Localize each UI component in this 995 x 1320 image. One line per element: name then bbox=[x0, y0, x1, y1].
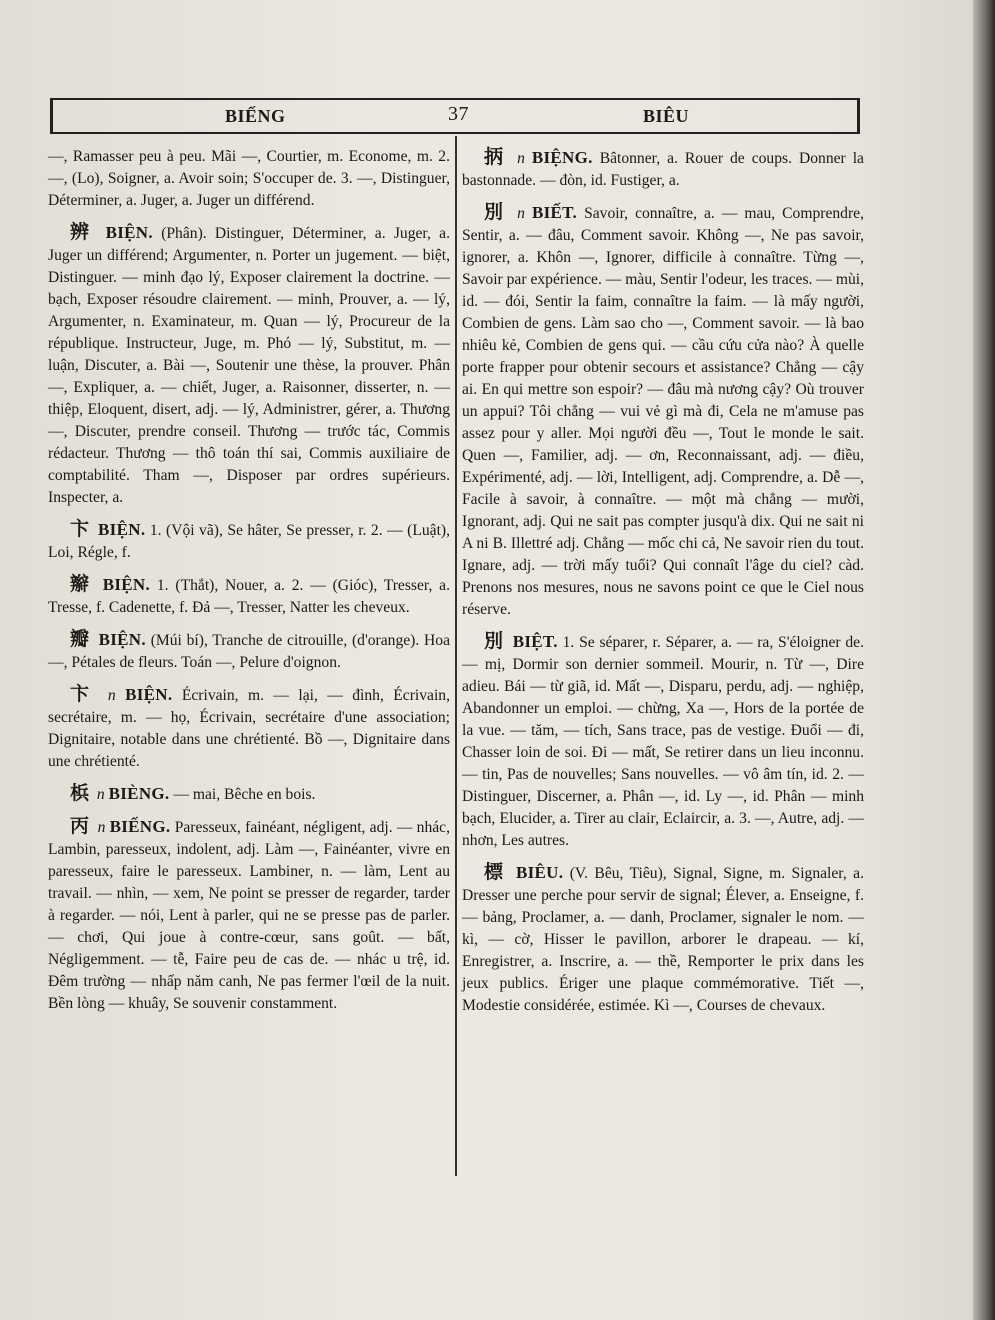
chinese-character: 瓣 bbox=[70, 628, 90, 650]
page-number: 37 bbox=[448, 103, 469, 125]
entry-definition: Paresseux, fainéant, négligent, adj. — nhác, Lambin, paresseux, indolent, adj. Làm —, Fainéanter, vivre en paresseux, faire le paresseux. Lambiner, n. — làm, Lent au travail. — nhìn, — xem, Ne point se presser de regarder, tarder à regarder. — nói, Lent à parler, qui ne se presse pas de parler. — chơi, Qui joue à contre-cœur, sans goût. — bất, Négligemment. — tễ, Faire peu de cas de. — nhác u trệ, id. Đêm trường — nhấp năm canh, Ne pas fermer l'œil de la nuit. Bền lòng — khuây, Se souvenir constamment. bbox=[48, 819, 450, 1012]
headword: BIÊU. bbox=[515, 863, 564, 882]
chinese-character: 卞 bbox=[70, 518, 90, 540]
chinese-character: 卞 bbox=[70, 683, 95, 705]
dictionary-entry bbox=[462, 861, 864, 1017]
entry-definition: (Múi bí), Tranche de citrouille, (d'orange). Hoa —, Pétales de fleurs. Toán —, Pelure d'oignon. bbox=[48, 632, 450, 671]
dictionary-entry bbox=[48, 683, 450, 773]
book-edge bbox=[973, 0, 995, 1320]
chinese-character: 丙 bbox=[70, 815, 90, 837]
chinese-character: 別 bbox=[484, 630, 504, 652]
headword: BIẾNG. bbox=[109, 817, 171, 836]
header-right-word: BIÊU bbox=[643, 106, 690, 126]
headword: BIỆT. bbox=[512, 632, 558, 651]
chinese-character: 抦 bbox=[484, 146, 507, 168]
chinese-character: 梹 bbox=[70, 782, 90, 804]
headword: BIỆN. bbox=[102, 575, 151, 594]
dictionary-entry bbox=[462, 630, 864, 852]
dictionary-entry bbox=[462, 201, 864, 621]
entry-definition: (Phân). Distinguer, Déterminer, a. Juger, a. Juger un différend; Argumenter, n. Porter un jugement. — biệt, Distinguer. — minh đạo lý, Exposer clairement la doctrine. — bạch, Exposer résoudre clairement. — minh, Prouver, a. — lý, Argumenter, n. Examinateur, m. Quan — lý, Procureur de la république. Instructeur, Juge, m. Phó — lý, Substitut, m. — luận, Discuter, a. Bài —, Soutenir une thèse, la prouver. Phân —, Expliquer, a. — chiết, Juger, a. Raisonner, disserter, n. — thiệp, Eloquent, disert, adj. — lý, Administrer, gérer, a. Thương —, Discuter, prendre conseil. Thương — trước tác, Commis rédacteur. Thương — thô toán thí sai, Commis auxiliaire de comptabilité. Tham —, Disposer par ordres supérieurs. Inspecter, a. bbox=[48, 225, 450, 506]
chinese-character: 標 bbox=[484, 861, 506, 883]
entry-definition: 1. (Thắt), Nouer, a. 2. — (Gióc), Tresser, a. Tresse, f. Cadenette, f. Đả —, Tresser, Natter les cheveux. bbox=[48, 577, 450, 616]
dictionary-entry bbox=[48, 573, 450, 619]
headword: BIỆNG. bbox=[531, 148, 593, 167]
entry-marker: n bbox=[107, 687, 116, 704]
dictionary-entry bbox=[48, 815, 450, 1015]
entry-definition: 1. (Vội vã), Se hâter, Se presser, r. 2. — (Luật), Loi, Régle, f. bbox=[48, 522, 450, 561]
chinese-character: 辨 bbox=[70, 221, 94, 243]
dictionary-entry bbox=[462, 146, 864, 192]
dictionary-entry bbox=[48, 628, 450, 674]
headword: BIÈNG. bbox=[108, 784, 170, 803]
entry-definition: (V. Bêu, Tiêu), Signal, Signe, m. Signaler, a. Dresser une perche pour servir de signal; Élever, a. Enseigne, f. — bảng, Proclamer, a. — danh, Proclamer, signaler le nom. — kì, — cờ, Hisser le pavillon, arborer le drapeau. — kí, Enregistrer, a. Inscrire, a. — thề, Remporter le prix dans les jeux publics. Ériger une plaque commémorative. Tiết —, Modestie considérée, estimée. Kì —, Courses de chevaux. bbox=[462, 865, 864, 1014]
dictionary-entry bbox=[48, 518, 450, 564]
dictionary-entry bbox=[48, 782, 450, 806]
chinese-character: 辮 bbox=[70, 573, 92, 595]
entry-marker: n bbox=[517, 150, 525, 167]
entry-definition: Écrivain, m. — lại, — đình, Écrivain, secrétaire, m. — họ, Écrivain, secrétaire d'une association; Dignitaire, notable dans une chrétienté. Bồ —, Dignitaire dans une chrétienté. bbox=[48, 687, 450, 770]
headword: BIỆN. bbox=[98, 520, 146, 539]
entry-marker: n bbox=[96, 786, 105, 803]
column-divider bbox=[455, 136, 457, 1176]
left-column bbox=[48, 146, 450, 1024]
entry-definition: Savoir, connaître, a. — mau, Comprendre, Sentir, a. — đâu, Comment savoir. Không —, Ne pas savoir, ignorer, a. Khôn —, Ignorer, difficile à connaître. Từng —, Savoir par expérience. — màu, Sentir l'odeur, les traces. — mùi, id. — đói, Sentir la faim, connaître la faim. — là mấy người, Combien de gens. Làm sao cho —, Comment savoir. — là bao nhiêu kẻ, Combien de gens qui. — cầu cứu cửa nào? À quelle porte frapper pour obtenir secours et assistance? Chẳng — cậy ai. En qui mettre son espoir? — đâu mà nương cậy? Où trouver un appui? Tôi chẳng — vui vẻ gì mà đi, Cela ne m'amuse pas assez pour y aller. Mọi người đều —, Tout le monde le sait. Quen —, Familier, adj. — ơn, Reconnaissant, adj. — điều, Expérimenté, adj. — lời, Intelligent, adj. Comprendre, a. Dễ —, Facile à savoir, à connaître. — một mà chẳng — mười, Ignorant, adj. Qui ne sait pas compter jusqu'à dix. Qui ne sait ni A ni B. Illettré adj. Chẳng — mốc chi cả, Ne savoir rien du tout. Ignare, adj. — trời mấy tuổi? Qui connaît l'âge du ciel? càd. Prenons nos mesures, nous ne savons point ce que le Ciel nous réserve. bbox=[462, 205, 864, 618]
right-column bbox=[462, 146, 864, 1026]
entry-marker: n bbox=[517, 205, 525, 222]
entry-definition: 1. Se séparer, r. Séparer, a. — ra, S'éloigner de. — mị, Dormir son dernier sommeil. Mourir, n. Từ —, Dire adieu. Bái — từ giã, id. Mất —, Disparu, perdu, adj. — nghiệp, Abandonner un emploi. — chừng, Xa —, Hors de la portée de la vue. — tăm, — tích, Sans trace, pas de vestige. Đuổi — đi, Chasser loin de soi. Đi — mất, Se retirer dans un lieu inconnu. — tin, Pas de nouvelles; Sans nouvelles. — vô âm tín, id. 2. — Distinguer, Discerner, a. Phân —, id. Ly —, id. Phân — minh bạch, Elucider, a. Tirer au clair, Eclaircir, a. 3. —, Autre, adj. — nhơn, Les autres. bbox=[462, 634, 864, 849]
running-header bbox=[50, 98, 860, 134]
headword: BIỆN. bbox=[105, 223, 153, 242]
entry-definition: Bâtonner, a. Rouer de coups. Donner la bastonnade. — đòn, id. Fustiger, a. bbox=[462, 150, 864, 189]
entry-definition: —, Ramasser peu à peu. Mãi —, Courtier, m. Econome, m. 2. —, (Lo), Soigner, a. Avoir soin; S'occuper de. 3. —, Distinguer, Déterminer, a. Juger, a. Juger un différend. bbox=[48, 148, 450, 209]
header-left-word: BIẾNG bbox=[225, 106, 286, 126]
entry-definition: — mai, Bêche en bois. bbox=[173, 786, 316, 803]
dictionary-entry bbox=[48, 146, 450, 212]
chinese-character: 別 bbox=[484, 201, 507, 223]
entry-marker: n bbox=[97, 819, 106, 836]
headword: BIẾT. bbox=[531, 203, 578, 222]
headword: BIỆN. bbox=[98, 630, 146, 649]
dictionary-entry bbox=[48, 221, 450, 509]
headword: BIỆN. bbox=[125, 685, 173, 704]
